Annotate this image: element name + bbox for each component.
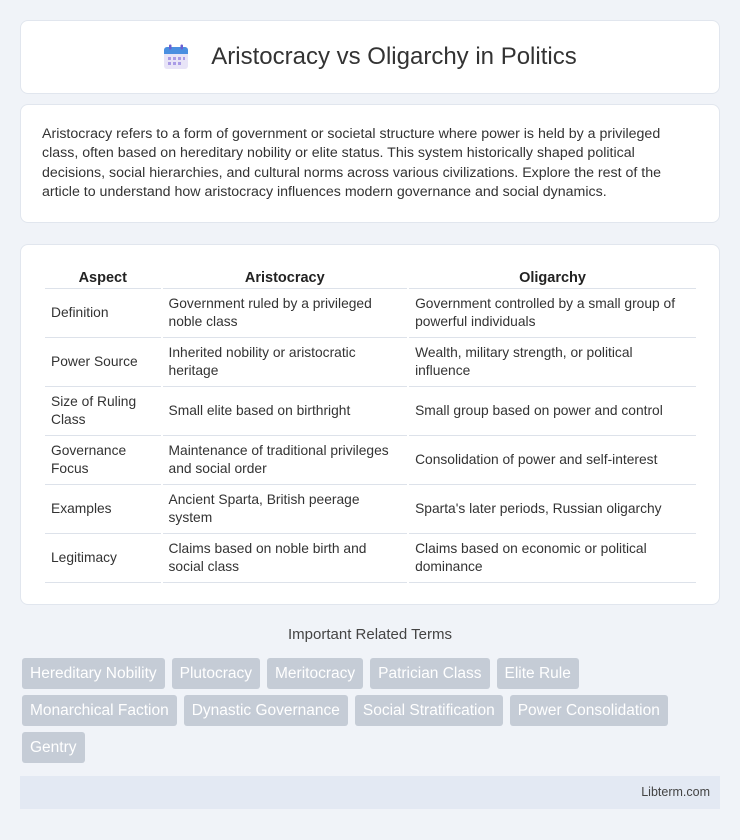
header-oligarchy: Oligarchy: [409, 263, 696, 289]
comparison-table: [43, 263, 698, 583]
table-row: [45, 338, 696, 387]
tag-dynastic-governance[interactable]: Dynastic Governance: [184, 695, 348, 726]
tag-elite-rule[interactable]: Elite Rule: [497, 658, 579, 689]
header-aristocracy: Aristocracy: [163, 263, 408, 289]
cell-aspect: Definition: [45, 289, 161, 338]
footer-site-link[interactable]: Libterm.com: [641, 785, 710, 799]
cell-aristocracy: Government ruled by a privileged noble class: [163, 289, 408, 338]
table-header-row: [45, 263, 696, 289]
table-row: [45, 485, 696, 534]
cell-oligarchy: Wealth, military strength, or political influence: [409, 338, 696, 387]
page-title: Aristocracy vs Oligarchy in Politics: [211, 43, 577, 70]
tag-power-consolidation[interactable]: Power Consolidation: [510, 695, 668, 726]
table-row: [45, 387, 696, 436]
cell-oligarchy: Small group based on power and control: [409, 387, 696, 436]
tag-meritocracy[interactable]: Meritocracy: [267, 658, 363, 689]
cell-aspect: Governance Focus: [45, 436, 161, 485]
comparison-table-card: [20, 244, 720, 605]
calendar-icon: [163, 44, 189, 70]
table-row: [45, 436, 696, 485]
cell-aspect: Power Source: [45, 338, 161, 387]
related-terms-title: Important Related Terms: [288, 626, 452, 643]
cell-oligarchy: Sparta's later periods, Russian oligarchy: [409, 485, 696, 534]
cell-aspect: Legitimacy: [45, 534, 161, 583]
tag-plutocracy[interactable]: Plutocracy: [172, 658, 260, 689]
cell-aristocracy: Small elite based on birthright: [163, 387, 408, 436]
cell-oligarchy: Claims based on economic or political dominance: [409, 534, 696, 583]
tag-social-stratification[interactable]: Social Stratification: [355, 695, 503, 726]
cell-aspect: Size of Ruling Class: [45, 387, 161, 436]
cell-aristocracy: Maintenance of traditional privileges and social order: [163, 436, 408, 485]
cell-oligarchy: Consolidation of power and self-interest: [409, 436, 696, 485]
intro-text: Aristocracy refers to a form of government or societal structure where power is held by a privileged class, often based on hereditary nobility or elite status. This system historically shaped political decisions, social hierarchies, and cultural norms across various civilizations. Explore the rest of the article to understand how aristocracy influences modern governance and social dynamics.: [42, 126, 662, 200]
related-terms-tags: [22, 658, 722, 769]
tag-gentry[interactable]: Gentry: [22, 732, 85, 763]
intro-card: [20, 104, 720, 223]
footer: [20, 776, 720, 809]
cell-aristocracy: Inherited nobility or aristocratic heritage: [163, 338, 408, 387]
tag-patrician-class[interactable]: Patrician Class: [370, 658, 489, 689]
cell-aristocracy: Claims based on noble birth and social class: [163, 534, 408, 583]
header-aspect: Aspect: [45, 263, 161, 289]
table-row: [45, 534, 696, 583]
header-card: [20, 20, 720, 94]
cell-aspect: Examples: [45, 485, 161, 534]
cell-aristocracy: Ancient Sparta, British peerage system: [163, 485, 408, 534]
table-row: [45, 289, 696, 338]
cell-oligarchy: Government controlled by a small group of powerful individuals: [409, 289, 696, 338]
tag-monarchical-faction[interactable]: Monarchical Faction: [22, 695, 177, 726]
tag-hereditary-nobility[interactable]: Hereditary Nobility: [22, 658, 165, 689]
